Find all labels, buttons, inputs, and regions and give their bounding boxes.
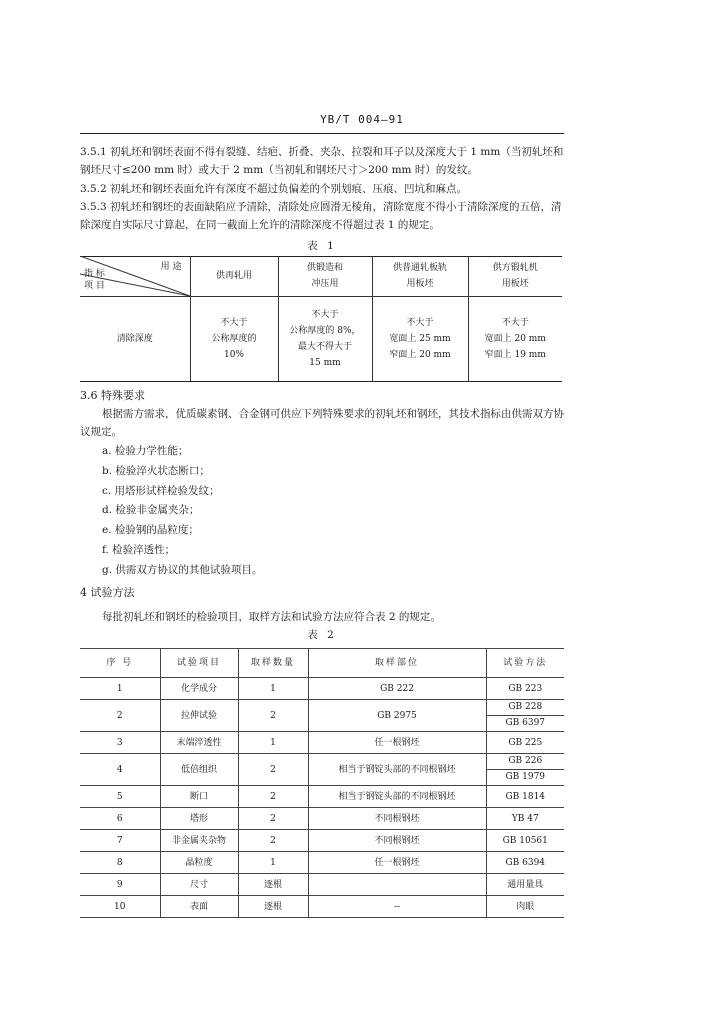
header-text (471, 260, 561, 292)
special-requirements-list (102, 442, 522, 581)
test-method-cell (486, 678, 564, 700)
table2-header-cell: 序 号 (80, 649, 160, 678)
text-line: 冲压用 (311, 279, 339, 289)
text-line: 最大不得大于 (297, 342, 352, 352)
corner-item-label: 项 目 (84, 281, 105, 291)
text-line: 供锻造和 (306, 263, 343, 273)
method-line: YB 47 (511, 813, 539, 824)
row-number-cell: 6 (80, 808, 160, 830)
header-text (193, 268, 276, 284)
method-line: GB 6394 (505, 857, 546, 868)
sample-qty-cell: 2 (238, 700, 308, 732)
table1-corner-cell (80, 256, 190, 297)
row-number-cell: 7 (80, 830, 160, 852)
table1-row-label: 清除深度 (116, 334, 153, 344)
sample-location-cell: 任一根钢坯 (308, 852, 486, 874)
test-method-cell (486, 896, 564, 918)
list-item: b. 检验淬火状态断口； (102, 464, 210, 477)
table2-header-cell: 取样部位 (308, 649, 486, 678)
test-item-cell: 化学成分 (160, 678, 238, 700)
list-item: e. 检验钢的晶粒度； (102, 524, 199, 537)
table-row (80, 830, 564, 852)
text-line: 不大于 (406, 318, 434, 328)
text-line: 公称厚度的 8%， (289, 326, 361, 336)
sample-location-cell: 相当于钢锭头部的不同根钢坯 (308, 754, 486, 786)
text-line: 宽面上 20 mm (484, 334, 546, 344)
table-2 (80, 648, 564, 918)
sample-qty-cell: 逐根 (238, 874, 308, 896)
sample-location-cell: 任一根钢坯 (308, 732, 486, 754)
table1-value-cell (278, 297, 372, 382)
sample-qty-cell: 1 (238, 732, 308, 754)
sample-location-cell: GB 222 (308, 678, 486, 700)
value-text (375, 315, 466, 363)
list-item: a. 检验力学性能； (102, 445, 189, 457)
test-method-cell (486, 700, 564, 732)
text-line: 供再轧用 (215, 271, 252, 281)
table-row (80, 754, 564, 786)
table-row (80, 678, 564, 700)
para-3-5-3: 3.5.3 初轧坯和钢坯的表面缺陷应予清除，清除处应圆滑无棱角，清除宽度不得小于清除深度的五倍，清除深度自实际尺寸算起，在同一截面上允许的清除深度不得超过表 1 的规定。 (80, 201, 562, 231)
test-method-cell (486, 830, 564, 852)
para-3-5-2: 3.5.2 初轧坯和钢坯表面允许有深度不超过负偏差的个别划痕、压痕、凹坑和麻点。 (80, 183, 468, 195)
sample-qty-cell: 逐根 (238, 896, 308, 918)
method-line: 通用量具 (507, 879, 544, 890)
table-row (80, 700, 564, 732)
text-line: 窄面上 20 mm (389, 350, 451, 360)
method-line: GB 228 (487, 700, 565, 716)
corner-indicator-label: 指 标 (84, 269, 105, 279)
text-line: 10% (223, 350, 244, 360)
table1-header-cell (468, 256, 562, 297)
sample-qty-cell: 1 (238, 678, 308, 700)
test-item-cell: 晶粒度 (160, 852, 238, 874)
row-number-cell: 5 (80, 786, 160, 808)
text-line: 宽面上 25 mm (389, 334, 451, 344)
list-item: c. 用塔形试样检验发纹； (102, 484, 220, 497)
text-line: 供方锻轧机 (492, 263, 538, 273)
text-line: 供普通轧板轨 (392, 263, 447, 273)
sample-qty-cell: 2 (238, 786, 308, 808)
row-number-cell: 3 (80, 732, 160, 754)
text-line: 公称厚度的 (211, 334, 257, 344)
header-text (281, 260, 370, 292)
list-item: d. 检验非金属夹杂； (102, 504, 200, 517)
test-item-cell: 低倍组织 (160, 754, 238, 786)
table-row (80, 852, 564, 874)
row-number-cell: 2 (80, 700, 160, 732)
method-line: GB 223 (508, 683, 543, 694)
test-item-cell: 断口 (160, 786, 238, 808)
method-line: GB 225 (508, 737, 543, 748)
method-line: 肉眼 (516, 901, 535, 912)
table2-header-cell: 取样数量 (238, 649, 308, 678)
table2-caption: 表 2 (307, 629, 337, 641)
section-3-6-intro: 根据需方需求，优质碳素钢、合金钢可供应下列特殊要求的初轧坯和钢坯，其技术指标由供需双方协议规定。 (80, 408, 564, 438)
method-line: GB 6397 (505, 718, 546, 728)
test-method-cell (486, 732, 564, 754)
method-line: GB 1979 (505, 772, 546, 782)
section-4-title: 4 试验方法 (80, 586, 135, 599)
test-method-cell (486, 852, 564, 874)
row-number-cell: 4 (80, 754, 160, 786)
sample-location-cell: 相当于钢锭头部的不同根钢坯 (308, 786, 486, 808)
text-line: 不大于 (220, 318, 248, 328)
list-item: g. 供需双方协议的其他试验项目。 (102, 563, 263, 576)
value-text (193, 315, 276, 363)
test-item-cell: 拉伸试验 (160, 700, 238, 732)
para-3-5-1: 3.5.1 初轧坯和钢坯表面不得有裂缝、结疤、折叠、夹杂、拉裂和耳子以及深度大于 1 mm（当初轧坯和钢坯尺寸≤200 mm 时）或大于 2 mm（当初轧和钢坯尺寸＞200 mm 时）的发纹。 (80, 146, 564, 176)
test-item-cell: 塔形 (160, 808, 238, 830)
text-line: 窄面上 19 mm (484, 350, 546, 360)
table-1 (80, 256, 562, 381)
text-line: 不大于 (501, 318, 529, 328)
test-method-cell (486, 808, 564, 830)
sample-location-cell: -- (308, 896, 486, 918)
table1-header-cell (190, 256, 278, 297)
sample-qty-cell: 1 (238, 852, 308, 874)
sample-qty-cell: 2 (238, 808, 308, 830)
method-line: GB 226 (487, 754, 565, 770)
text-line: 不大于 (311, 310, 339, 320)
test-item-cell: 非金属夹杂物 (160, 830, 238, 852)
row-number-cell: 1 (80, 678, 160, 700)
test-item-cell: 尺寸 (160, 874, 238, 896)
sample-location-cell (308, 874, 486, 896)
row-number-cell: 10 (80, 896, 160, 918)
table1-header-cell (372, 256, 468, 297)
method-line: GB 10561 (502, 835, 548, 846)
test-method-cell (486, 786, 564, 808)
table-row (80, 808, 564, 830)
table-row (80, 786, 564, 808)
text-line: 15 mm (309, 358, 341, 368)
test-method-cell (486, 754, 564, 786)
sample-location-cell: GB 2975 (308, 700, 486, 732)
sample-location-cell: 不同根钢坯 (308, 808, 486, 830)
table1-header-cell (278, 256, 372, 297)
document-code-header: YB/T 004—91 (320, 113, 404, 126)
header-rule (80, 133, 564, 134)
test-item-cell: 表面 (160, 896, 238, 918)
method-line: GB 1814 (505, 791, 546, 802)
test-item-cell: 末端淬透性 (160, 732, 238, 754)
value-text (471, 315, 561, 363)
table-row (80, 896, 564, 918)
list-item: f. 检验淬透性； (102, 543, 176, 556)
table1-value-cell (190, 297, 278, 382)
section-3-6-title: 3.6 特殊要求 (80, 389, 145, 402)
table1-bottom-rule (80, 381, 562, 382)
text-line: 用板坯 (501, 279, 529, 289)
table2-header-cell: 试验项目 (160, 649, 238, 678)
table-row (80, 732, 564, 754)
sample-qty-cell: 2 (238, 754, 308, 786)
header-text (375, 260, 466, 292)
row-number-cell: 8 (80, 852, 160, 874)
table2-header-cell: 试验方法 (486, 649, 564, 678)
section-4-intro: 每批初轧坯和钢坯的检验项目，取样方法和试验方法应符合表 2 的规定。 (102, 611, 441, 623)
value-text (281, 307, 370, 371)
table1-value-cell (468, 297, 562, 382)
sample-qty-cell: 2 (238, 830, 308, 852)
corner-usage-label: 用 途 (160, 262, 182, 272)
test-method-cell (486, 874, 564, 896)
table1-caption: 表 1 (307, 240, 337, 252)
row-number-cell: 9 (80, 874, 160, 896)
sample-location-cell: 不同根钢坯 (308, 830, 486, 852)
text-line: 用板坯 (406, 279, 434, 289)
table-row (80, 874, 564, 896)
table1-value-cell (372, 297, 468, 382)
